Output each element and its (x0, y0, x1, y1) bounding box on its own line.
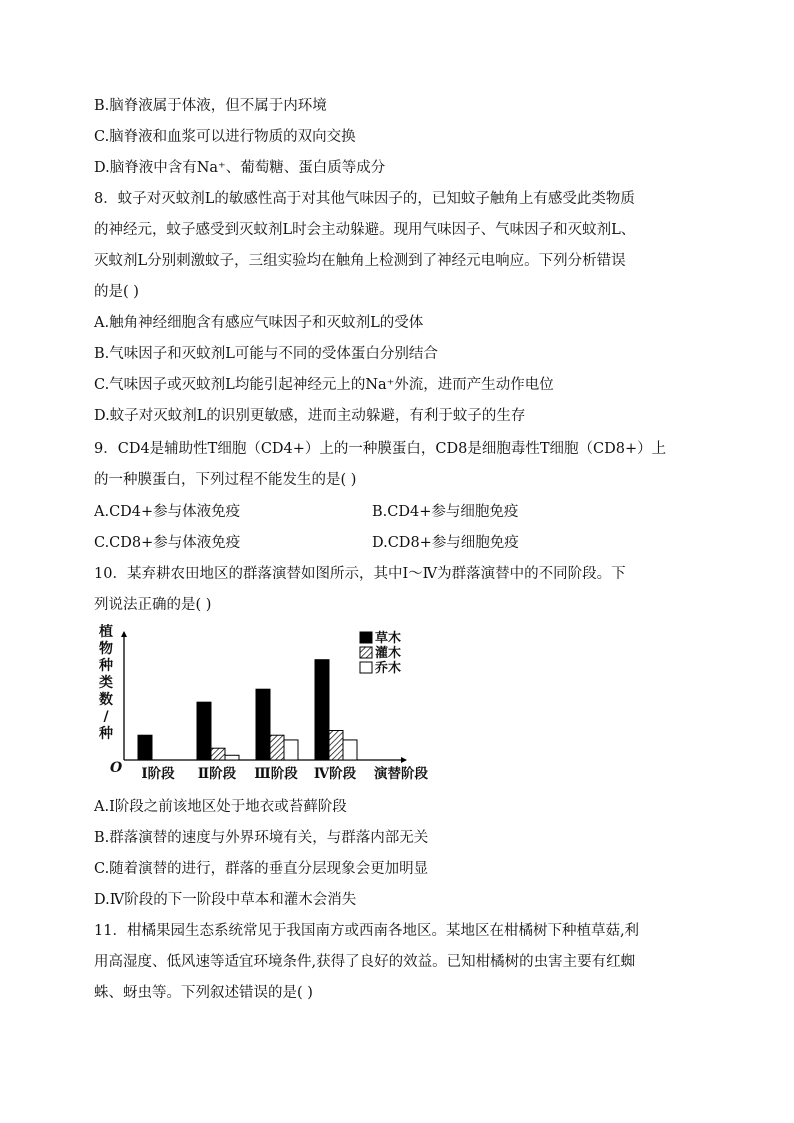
y-axis-label-char: 物 (99, 641, 113, 657)
q11-stem-line-3: 蛛、蚜虫等。下列叙述错误的是( ) (94, 985, 313, 1001)
q9-option-d: D.CD8+参与细胞免疫 (372, 535, 519, 551)
q8-stem-line-2: 的神经元，蚊子感受到灭蚊剂L时会主动躲避。现用气味因子、气味因子和灭蚊剂L、 (94, 222, 636, 238)
origin-label: O (110, 760, 123, 776)
q10-stem-line-2: 列说法正确的是( ) (94, 597, 212, 613)
q8-option-b: B.气味因子和灭蚊剂L可能与不同的受体蛋白分别结合 (94, 346, 438, 362)
y-axis-label-char: / (103, 709, 109, 725)
bar-herb (256, 689, 270, 760)
legend-swatch (360, 647, 372, 658)
q9-stem-line-2: 的一种膜蛋白，下列过程不能发生的是( ) (94, 472, 357, 488)
x-tick-label: Ⅱ阶段 (197, 766, 237, 782)
bar-shrub (270, 735, 284, 760)
legend-label: 乔木 (375, 661, 402, 676)
legend-label: 草木 (375, 631, 402, 646)
bar-tree (284, 740, 298, 760)
bar-tree (343, 740, 357, 760)
q11-stem-line-2: 用高湿度、低风速等适宜环境条件,获得了良好的效益。已知柑橘树的虫害主要有红蜘 (94, 954, 636, 970)
legend-label: 灌木 (375, 646, 402, 661)
x-axis-arrow-icon (401, 757, 407, 763)
q11-stem-line-1: 11．柑橘果园生态系统常见于我国南方或西南各地区。某地区在柑橘树下种植草菇,利 (94, 923, 640, 939)
y-axis-label-char: 类 (99, 675, 113, 691)
y-axis-arrow-icon (121, 631, 127, 637)
bar-herb (138, 735, 152, 760)
x-tick-label: Ⅲ阶段 (254, 766, 298, 782)
bar-shrub (211, 748, 225, 760)
bar-shrub (329, 731, 343, 761)
q7-option-c: C.脑脊液和血浆可以进行物质的双向交换 (94, 129, 356, 145)
q10-option-a: A.Ⅰ阶段之前该地区处于地衣或苔藓阶段 (94, 799, 347, 815)
q8-stem-line-1: 8．蚊子对灭蚊剂L的敏感性高于对其他气味因子的，已知蚊子触角上有感受此类物质 (94, 191, 635, 207)
q8-option-a: A.触角神经细胞含有感应气味因子和灭蚊剂L的受体 (94, 315, 424, 331)
q8-option-c: C.气味因子或灭蚊剂L均能引起神经元上的Na⁺外流，进而产生动作电位 (94, 377, 554, 393)
y-axis-label-char: 数 (99, 692, 113, 708)
y-axis-label-char: 植 (99, 624, 113, 640)
q10-option-b: B.群落演替的速度与外界环境有关，与群落内部无关 (94, 830, 429, 846)
succession-bar-chart (94, 624, 454, 789)
legend-swatch (360, 662, 372, 673)
q8-stem-line-4: 的是( ) (94, 284, 139, 300)
bar-herb (197, 702, 211, 760)
x-axis-label: 演替阶段 (374, 766, 428, 782)
q9-option-a: A.CD4+参与体液免疫 (94, 504, 241, 520)
y-axis-label-char: 种 (99, 726, 113, 742)
q10-option-d: D.Ⅳ阶段的下一阶段中草本和灌木会消失 (94, 892, 357, 908)
q7-option-d: D.脑脊液中含有Na⁺、葡萄糖、蛋白质等成分 (94, 160, 386, 176)
q8-option-d: D.蚊子对灭蚊剂L的识别更敏感，进而主动躲避，有利于蚊子的生存 (94, 408, 526, 424)
legend-swatch (360, 632, 372, 643)
x-tick-label: Ⅰ阶段 (141, 766, 175, 782)
q10-option-c: C.随着演替的进行，群落的垂直分层现象会更加明显 (94, 861, 429, 877)
bar-herb (315, 660, 329, 760)
y-axis-label-char: 种 (99, 658, 113, 674)
q9-option-b: B.CD4+参与细胞免疫 (372, 504, 519, 520)
q7-option-b: B.脑脊液属于体液，但不属于内环境 (94, 98, 327, 114)
q9-stem-line-1: 9．CD4是辅助性T细胞（CD4+）上的一种膜蛋白，CD8是细胞毒性T细胞（CD8+）上 (94, 441, 667, 457)
q9-option-c: C.CD8+参与体液免疫 (94, 535, 241, 551)
q10-stem-line-1: 10．某弃耕农田地区的群落演替如图所示，其中Ⅰ～Ⅳ为群落演替中的不同阶段。下 (94, 566, 626, 582)
q8-stem-line-3: 灭蚊剂L分别刺激蚊子，三组实验均在触角上检测到了神经元电响应。下列分析错误 (94, 253, 626, 269)
bar-tree (225, 755, 239, 760)
x-tick-label: Ⅳ阶段 (313, 766, 357, 782)
